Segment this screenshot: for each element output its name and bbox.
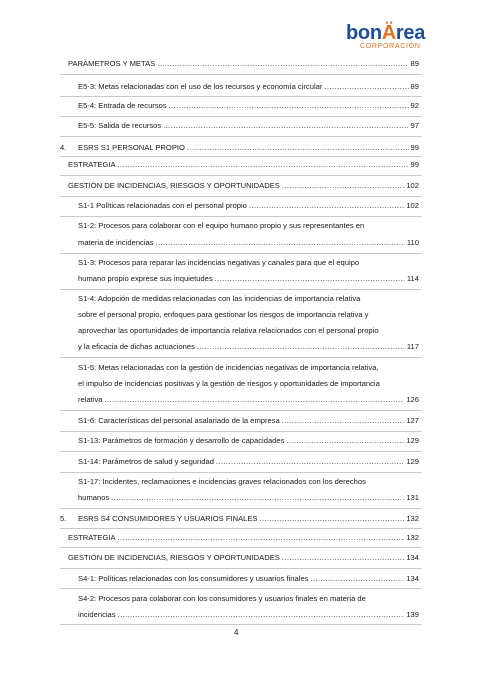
divider <box>60 96 422 97</box>
toc-entry[interactable]: humanos ..... 131 <box>78 493 419 502</box>
divider <box>60 588 422 589</box>
toc-entry[interactable]: S1-13: Parámetros de formación y desarrollo de capacidades ..... 129 <box>78 436 419 445</box>
toc-entry[interactable]: humano propio exprese sus inquietudes ..... 114 <box>78 274 419 283</box>
divider <box>60 528 422 529</box>
bonarea-logo <box>346 22 426 58</box>
divider <box>60 136 422 137</box>
toc-entry[interactable]: ESTRATEGIA ..... 99 <box>68 160 419 169</box>
divider <box>60 289 422 290</box>
toc-entry[interactable]: S1-1 Políticas relacionadas con el personal propio ..... 102 <box>78 201 419 210</box>
divider <box>60 156 422 157</box>
toc-entry[interactable]: GESTIÓN DE INCIDENCIAS, RIESGOS Y OPORTUNIDADES ..... 102 <box>68 181 419 190</box>
divider <box>60 547 422 548</box>
section-number: 5. <box>60 514 67 523</box>
toc-entry-line[interactable]: el impulso de incidencias positivas y la gestión de riesgos y oportunidades de importancia <box>78 379 380 388</box>
divider <box>60 175 422 176</box>
divider <box>60 624 422 625</box>
divider <box>60 508 422 509</box>
toc-entry[interactable]: ESRS S1 PERSONAL PROPIO ..... 99 <box>78 143 419 152</box>
toc-entry[interactable]: ESRS S4 CONSUMIDORES Y USUARIOS FINALES ..... 132 <box>78 514 419 523</box>
toc-entry[interactable]: S1-6: Características del personal asalariado de la empresa ..... 127 <box>78 416 419 425</box>
divider <box>60 196 422 197</box>
divider <box>60 451 422 452</box>
toc-entry[interactable]: GESTIÓN DE INCIDENCIAS, RIESGOS Y OPORTUNIDADES ..... 134 <box>68 553 419 562</box>
logo-subtitle: CORPORACIÓN <box>360 43 421 50</box>
toc-entry[interactable]: relativa ..... 126 <box>78 395 419 404</box>
page-number: 4 <box>234 628 239 637</box>
toc-entry[interactable]: PARÁMETROS Y METAS ..... 89 <box>68 59 419 68</box>
toc-entry[interactable]: E5-5: Salida de recursos ..... 97 <box>78 121 419 130</box>
toc-entry-line[interactable]: S4-2: Procesos para colaborar con los consumidores y usuarios finales en materia de <box>78 594 366 603</box>
divider <box>60 74 422 75</box>
toc-entry-line[interactable]: S1-5: Metas relacionadas con la gestión de incidencias negativas de importancia relativa, <box>78 363 379 372</box>
divider <box>60 216 422 217</box>
toc-entry-line[interactable]: S1-3: Procesos para reparar las incidencias negativas y canales para que el equipo <box>78 258 360 267</box>
divider <box>60 253 422 254</box>
toc-entry[interactable]: S1-14: Parámetros de salud y seguridad ..... 129 <box>78 457 419 466</box>
divider <box>60 116 422 117</box>
toc-entry[interactable]: S4-1: Políticas relacionadas con los consumidores y usuarios finales ..... 134 <box>78 574 419 583</box>
toc-entry[interactable]: materia de incidencias ..... 110 <box>78 238 419 247</box>
divider <box>60 357 422 358</box>
toc-entry[interactable]: E5-3: Metas relacionadas con el uso de los recursos y economía circular ..... 89 <box>78 82 419 91</box>
divider <box>60 431 422 432</box>
toc-entry-line[interactable]: aprovechar las oportunidades de importancia relativa relacionados con el personal propio <box>78 326 379 335</box>
toc-entry-line[interactable]: S1-2: Procesos para colaborar con el equipo humano propio y sus representantes en <box>78 221 365 230</box>
toc-entry[interactable]: y la eficacia de dichas actuaciones ..... 117 <box>78 342 419 351</box>
divider <box>60 472 422 473</box>
divider <box>60 568 422 569</box>
toc-entry-line[interactable]: sobre el personal propio, enfoques para gestionar los riesgos de importancia relativa y <box>78 310 369 319</box>
section-number: 4. <box>60 143 67 152</box>
toc-entry-line[interactable]: S1-17: Incidentes, reclamaciones e incidencias graves relacionados con los derechos <box>78 477 366 486</box>
logo-wordmark: bonÄrea <box>346 22 426 44</box>
toc-entry[interactable]: incidencias ..... 139 <box>78 610 419 619</box>
toc-entry[interactable]: E5-4: Entrada de recursos ..... 92 <box>78 101 419 110</box>
divider <box>60 410 422 411</box>
toc-entry[interactable]: ESTRATEGIA ..... 132 <box>68 533 419 542</box>
toc-entry-line[interactable]: S1-4: Adopción de medidas relacionadas con las incidencias de importancia relativa <box>78 294 361 303</box>
